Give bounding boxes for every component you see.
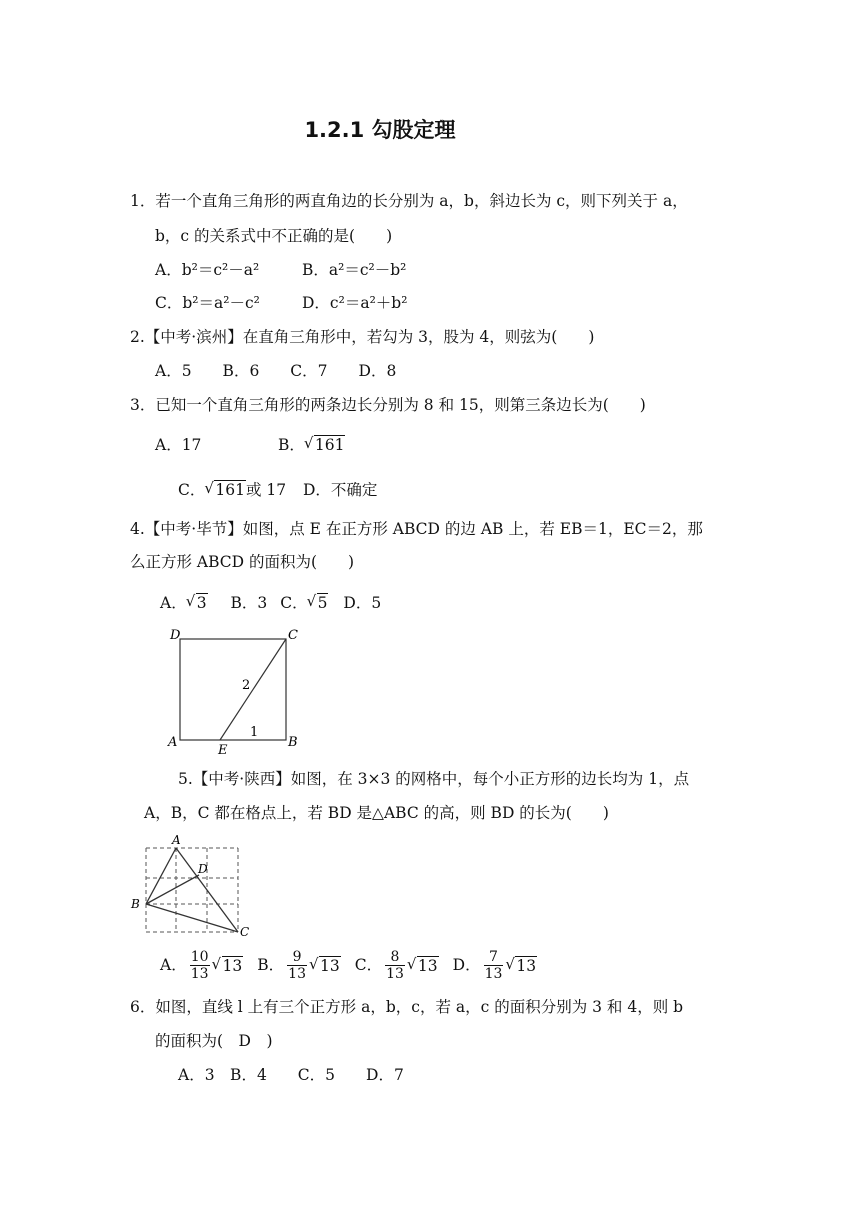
q2-line1: 2.【中考·滨州】在直角三角形中，若勾为 3，股为 4，则弦为( ): [130, 328, 595, 346]
label-c: C: [288, 628, 298, 643]
q4-options: A．√ 3 B．3 C．√ 5 D．5: [160, 592, 381, 614]
q1-option-d: D．c²＝a²＋b²: [302, 294, 408, 312]
q3-option-a: A．17: [155, 436, 202, 454]
q3-line1: 3．已知一个直角三角形的两条边长分别为 8 和 15，则第三条边长为( ): [130, 396, 646, 414]
q3-option-b-radicand: √ 161: [314, 435, 346, 454]
label-e: E: [218, 743, 228, 754]
q6-line2: 的面积为( D ): [155, 1032, 273, 1050]
q3-option-b: B．√ 161: [278, 434, 345, 456]
square-abcd: [180, 639, 286, 740]
label-a: A: [168, 735, 178, 750]
q5-line1: 5.【中考·陕西】如图，在 3×3 的网格中，每个小正方形的边长均为 1，点: [178, 770, 690, 788]
q2-options: A．5 B．6 C．7 D．8: [155, 362, 397, 380]
q3-option-c-radicand: √ 161: [214, 480, 246, 499]
q1-line2: b，c 的关系式中不正确的是( ): [155, 227, 393, 245]
page-title: 1.2.1 勾股定理: [304, 118, 456, 142]
q5-grid-figure: [128, 832, 258, 940]
q1-option-c: C．b²＝a²－c²: [155, 294, 260, 312]
q3-option-c: C．√ 161或 17: [178, 479, 286, 501]
label-a: A: [172, 833, 181, 847]
q1-option-b: B．a²＝c²－b²: [302, 261, 407, 279]
label-b: B: [288, 735, 298, 750]
label-c: C: [240, 925, 250, 939]
q5-line2: A，B，C 都在格点上，若 BD 是△ABC 的高，则 BD 的长为( ): [144, 804, 609, 822]
q5-options: A． $\frac{10}{13}$ √ 13 B． $\frac{9}{13}$ √ 13 C． $\frac{8}{13}$ √ 13 D． $\frac{7}{13}$ √ 13: [160, 945, 537, 985]
label-b: B: [131, 897, 140, 911]
q6-line1: 6．如图，直线 l 上有三个正方形 a，b，c，若 a，c 的面积分别为 3 和 4，则 b: [130, 998, 684, 1016]
label-eb-length: 1: [250, 725, 259, 740]
q3-option-d: D．不确定: [303, 481, 378, 499]
q1-line1: 1．若一个直角三角形的两直角边的长分别为 a，b，斜边长为 c，则下列关于 a，: [130, 192, 688, 210]
label-d: D: [170, 628, 181, 643]
q6-options: A．3 B．4 C．5 D．7: [178, 1066, 404, 1084]
q4-line1: 4.【中考·毕节】如图，点 E 在正方形 ABCD 的边 AB 上，若 EB＝1，EC＝2，那: [130, 520, 703, 538]
label-d: D: [198, 862, 208, 876]
side-bc: [146, 904, 238, 932]
q1-option-a: A．b²＝c²－a²: [155, 261, 260, 279]
q4-square-figure: [160, 622, 310, 754]
label-ec-length: 2: [242, 678, 251, 693]
q4-line2: 么正方形 ABCD 的面积为( ): [130, 553, 355, 571]
